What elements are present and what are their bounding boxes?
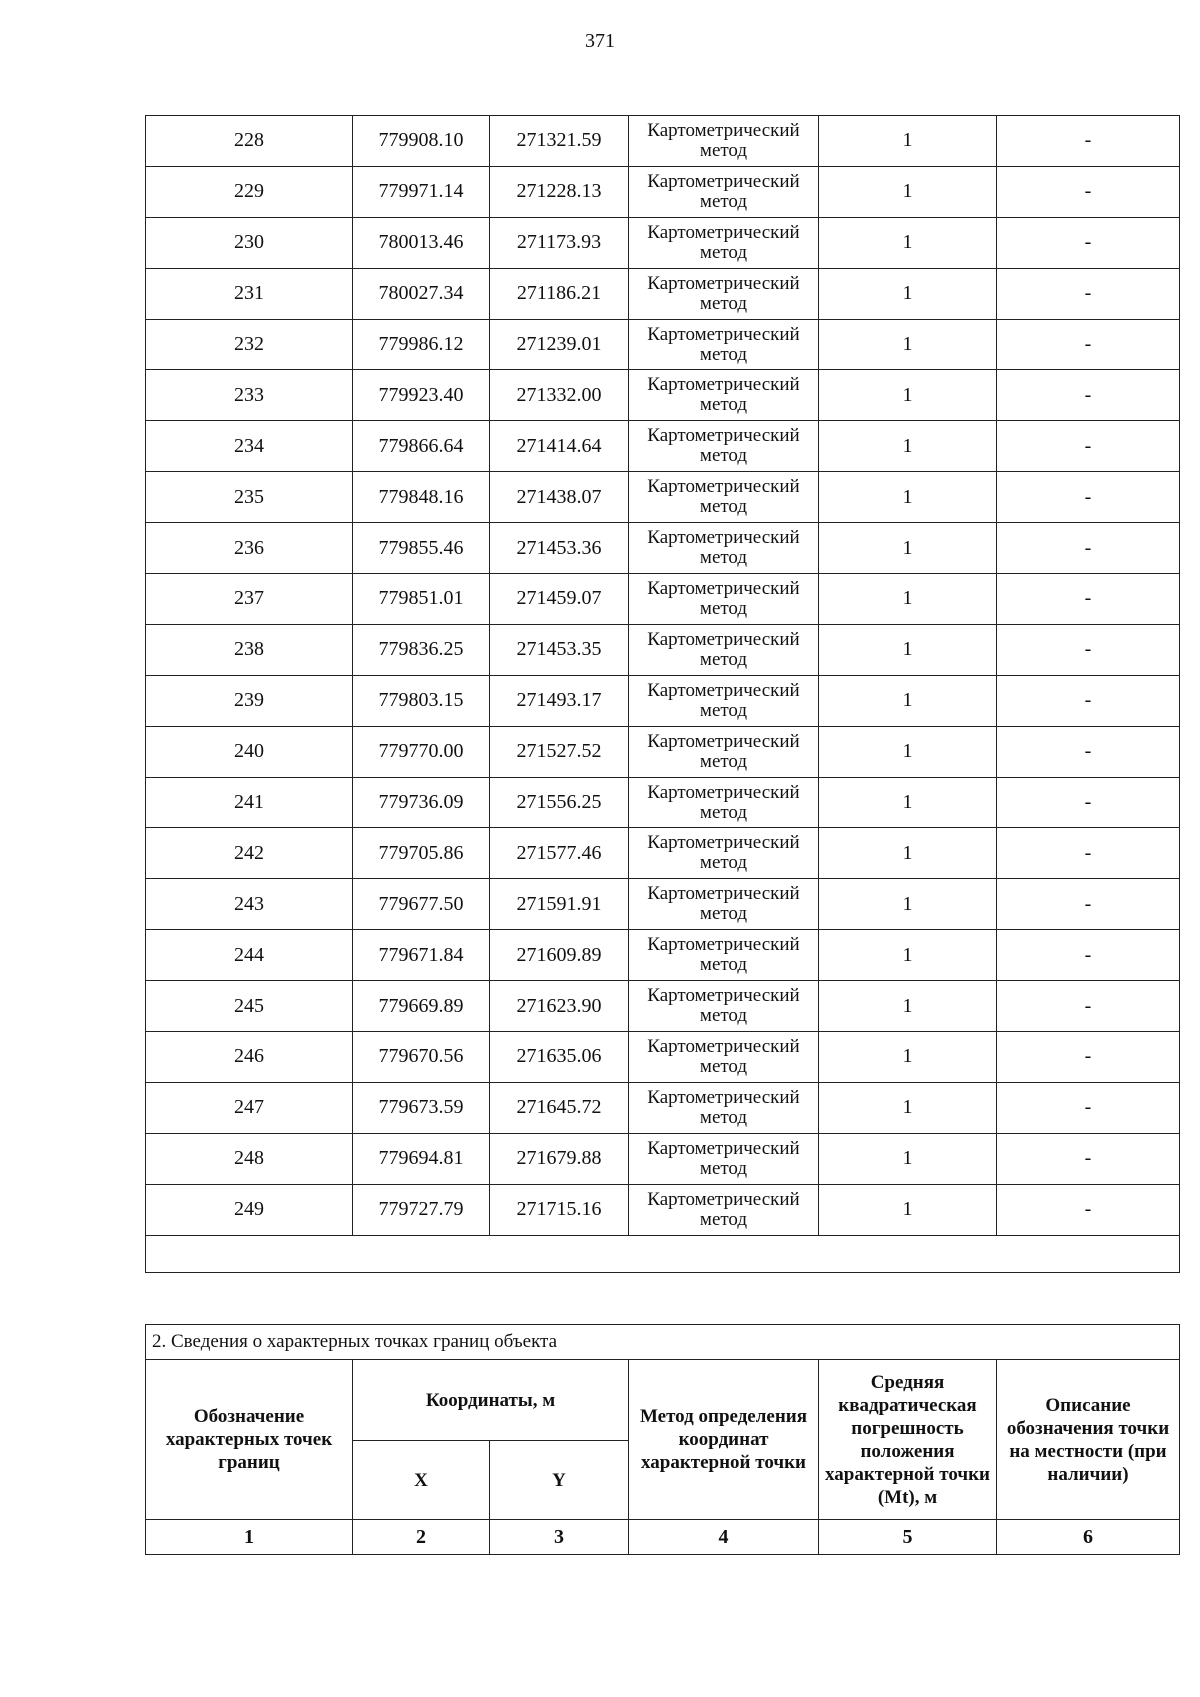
cell-point: 245 <box>146 981 353 1032</box>
cell-method: Картометрический метод <box>629 675 819 726</box>
cell-x: 779736.09 <box>353 777 490 828</box>
cell-y: 271493.17 <box>490 675 629 726</box>
cell-description: - <box>997 777 1180 828</box>
cell-method: Картометрический метод <box>629 1133 819 1184</box>
table-row <box>146 1184 1180 1235</box>
cell-error: 1 <box>819 777 997 828</box>
cell-x: 779836.25 <box>353 624 490 675</box>
cell-point: 235 <box>146 472 353 523</box>
header-method: Метод определения координат характерной точки <box>629 1360 819 1520</box>
table-row <box>146 777 1180 828</box>
cell-error: 1 <box>819 217 997 268</box>
cell-y: 271635.06 <box>490 1032 629 1083</box>
cell-y: 271186.21 <box>490 268 629 319</box>
cell-x: 779848.16 <box>353 472 490 523</box>
cell-description: - <box>997 370 1180 421</box>
table-row <box>146 675 1180 726</box>
cell-x: 779803.15 <box>353 675 490 726</box>
cell-x: 779694.81 <box>353 1133 490 1184</box>
cell-method: Картометрический метод <box>629 1032 819 1083</box>
empty-cell <box>146 1235 1180 1272</box>
cell-error: 1 <box>819 624 997 675</box>
cell-error: 1 <box>819 1032 997 1083</box>
cell-point: 243 <box>146 879 353 930</box>
cell-error: 1 <box>819 421 997 472</box>
column-number: 2 <box>353 1520 490 1555</box>
cell-x: 779986.12 <box>353 319 490 370</box>
cell-error: 1 <box>819 930 997 981</box>
header-description: Описание обозначения точки на местности (при наличии) <box>997 1360 1180 1520</box>
cell-description: - <box>997 217 1180 268</box>
table-row <box>146 472 1180 523</box>
cell-error: 1 <box>819 370 997 421</box>
cell-method: Картометрический метод <box>629 472 819 523</box>
table-row <box>146 370 1180 421</box>
table-row <box>146 523 1180 574</box>
cell-description: - <box>997 1032 1180 1083</box>
cell-error: 1 <box>819 166 997 217</box>
cell-point: 233 <box>146 370 353 421</box>
table-row <box>146 421 1180 472</box>
cell-y: 271645.72 <box>490 1082 629 1133</box>
cell-x: 779669.89 <box>353 981 490 1032</box>
cell-point: 229 <box>146 166 353 217</box>
cell-point: 247 <box>146 1082 353 1133</box>
cell-error: 1 <box>819 574 997 625</box>
table-row <box>146 268 1180 319</box>
cell-error: 1 <box>819 268 997 319</box>
cell-x: 780027.34 <box>353 268 490 319</box>
table-row <box>146 217 1180 268</box>
cell-description: - <box>997 930 1180 981</box>
cell-y: 271577.46 <box>490 828 629 879</box>
cell-error: 1 <box>819 523 997 574</box>
cell-method: Картометрический метод <box>629 116 819 167</box>
cell-description: - <box>997 624 1180 675</box>
table-row <box>146 828 1180 879</box>
table-row <box>146 574 1180 625</box>
cell-y: 271459.07 <box>490 574 629 625</box>
cell-x: 779908.10 <box>353 116 490 167</box>
cell-description: - <box>997 268 1180 319</box>
cell-method: Картометрический метод <box>629 166 819 217</box>
cell-method: Картометрический метод <box>629 217 819 268</box>
cell-point: 234 <box>146 421 353 472</box>
cell-error: 1 <box>819 675 997 726</box>
table-row <box>146 981 1180 1032</box>
cell-error: 1 <box>819 981 997 1032</box>
table-row <box>146 166 1180 217</box>
cell-description: - <box>997 421 1180 472</box>
cell-point: 230 <box>146 217 353 268</box>
cell-y: 271609.89 <box>490 930 629 981</box>
cell-method: Картометрический метод <box>629 879 819 930</box>
column-number: 4 <box>629 1520 819 1555</box>
section-2-table <box>145 1324 1180 1555</box>
cell-x: 779705.86 <box>353 828 490 879</box>
cell-description: - <box>997 1082 1180 1133</box>
header-error: Средняя квадратическая погрешность положения характерной точки (Mt), м <box>819 1360 997 1520</box>
cell-description: - <box>997 1184 1180 1235</box>
cell-x: 779971.14 <box>353 166 490 217</box>
cell-x: 780013.46 <box>353 217 490 268</box>
cell-method: Картометрический метод <box>629 370 819 421</box>
cell-point: 249 <box>146 1184 353 1235</box>
cell-y: 271173.93 <box>490 217 629 268</box>
cell-point: 242 <box>146 828 353 879</box>
column-number: 6 <box>997 1520 1180 1555</box>
cell-description: - <box>997 828 1180 879</box>
table-row <box>146 879 1180 930</box>
cell-x: 779866.64 <box>353 421 490 472</box>
table-row <box>146 1133 1180 1184</box>
cell-method: Картометрический метод <box>629 930 819 981</box>
cell-point: 246 <box>146 1032 353 1083</box>
table-row <box>146 930 1180 981</box>
column-number: 1 <box>146 1520 353 1555</box>
header-point-designation: Обозначение характерных точек границ <box>146 1360 353 1520</box>
cell-point: 231 <box>146 268 353 319</box>
cell-method: Картометрический метод <box>629 421 819 472</box>
table-row <box>146 1082 1180 1133</box>
cell-y: 271438.07 <box>490 472 629 523</box>
cell-description: - <box>997 319 1180 370</box>
section-title: 2. Сведения о характерных точках границ объекта <box>146 1325 1180 1360</box>
cell-y: 271591.91 <box>490 879 629 930</box>
cell-y: 271715.16 <box>490 1184 629 1235</box>
header-y: Y <box>490 1441 629 1520</box>
table-row <box>146 1032 1180 1083</box>
table-row <box>146 726 1180 777</box>
cell-y: 271527.52 <box>490 726 629 777</box>
cell-y: 271228.13 <box>490 166 629 217</box>
cell-error: 1 <box>819 116 997 167</box>
cell-description: - <box>997 981 1180 1032</box>
cell-x: 779671.84 <box>353 930 490 981</box>
cell-description: - <box>997 472 1180 523</box>
cell-error: 1 <box>819 1184 997 1235</box>
cell-point: 228 <box>146 116 353 167</box>
cell-point: 239 <box>146 675 353 726</box>
cell-error: 1 <box>819 1082 997 1133</box>
cell-description: - <box>997 523 1180 574</box>
cell-point: 240 <box>146 726 353 777</box>
cell-point: 248 <box>146 1133 353 1184</box>
cell-method: Картометрический метод <box>629 828 819 879</box>
cell-method: Картометрический метод <box>629 1082 819 1133</box>
cell-method: Картометрический метод <box>629 319 819 370</box>
cell-point: 241 <box>146 777 353 828</box>
cell-x: 779923.40 <box>353 370 490 421</box>
cell-description: - <box>997 166 1180 217</box>
column-number: 5 <box>819 1520 997 1555</box>
page-number: 371 <box>585 30 615 52</box>
coordinates-table <box>145 115 1180 1273</box>
cell-y: 271556.25 <box>490 777 629 828</box>
cell-x: 779673.59 <box>353 1082 490 1133</box>
cell-x: 779770.00 <box>353 726 490 777</box>
cell-error: 1 <box>819 726 997 777</box>
cell-error: 1 <box>819 472 997 523</box>
cell-point: 232 <box>146 319 353 370</box>
cell-description: - <box>997 879 1180 930</box>
cell-description: - <box>997 1133 1180 1184</box>
column-number: 3 <box>490 1520 629 1555</box>
cell-x: 779670.56 <box>353 1032 490 1083</box>
empty-row <box>146 1235 1180 1272</box>
cell-description: - <box>997 116 1180 167</box>
cell-method: Картометрический метод <box>629 624 819 675</box>
cell-method: Картометрический метод <box>629 268 819 319</box>
column-numbers-row <box>146 1520 1180 1555</box>
cell-y: 271321.59 <box>490 116 629 167</box>
cell-x: 779851.01 <box>353 574 490 625</box>
cell-y: 271414.64 <box>490 421 629 472</box>
cell-error: 1 <box>819 319 997 370</box>
table-row <box>146 319 1180 370</box>
cell-point: 238 <box>146 624 353 675</box>
cell-y: 271679.88 <box>490 1133 629 1184</box>
table-row <box>146 624 1180 675</box>
header-row-1 <box>146 1360 1180 1441</box>
cell-method: Картометрический метод <box>629 777 819 828</box>
header-coordinates: Координаты, м <box>353 1360 629 1441</box>
cell-error: 1 <box>819 828 997 879</box>
cell-method: Картометрический метод <box>629 1184 819 1235</box>
cell-y: 271453.35 <box>490 624 629 675</box>
cell-method: Картометрический метод <box>629 574 819 625</box>
cell-x: 779855.46 <box>353 523 490 574</box>
cell-y: 271332.00 <box>490 370 629 421</box>
cell-description: - <box>997 675 1180 726</box>
cell-x: 779727.79 <box>353 1184 490 1235</box>
cell-method: Картометрический метод <box>629 523 819 574</box>
cell-y: 271623.90 <box>490 981 629 1032</box>
cell-method: Картометрический метод <box>629 981 819 1032</box>
table-row <box>146 116 1180 167</box>
cell-error: 1 <box>819 1133 997 1184</box>
cell-point: 237 <box>146 574 353 625</box>
cell-point: 244 <box>146 930 353 981</box>
cell-point: 236 <box>146 523 353 574</box>
cell-x: 779677.50 <box>353 879 490 930</box>
cell-y: 271239.01 <box>490 319 629 370</box>
cell-method: Картометрический метод <box>629 726 819 777</box>
cell-error: 1 <box>819 879 997 930</box>
cell-description: - <box>997 574 1180 625</box>
cell-y: 271453.36 <box>490 523 629 574</box>
header-x: X <box>353 1441 490 1520</box>
section-title-row <box>146 1325 1180 1360</box>
cell-description: - <box>997 726 1180 777</box>
